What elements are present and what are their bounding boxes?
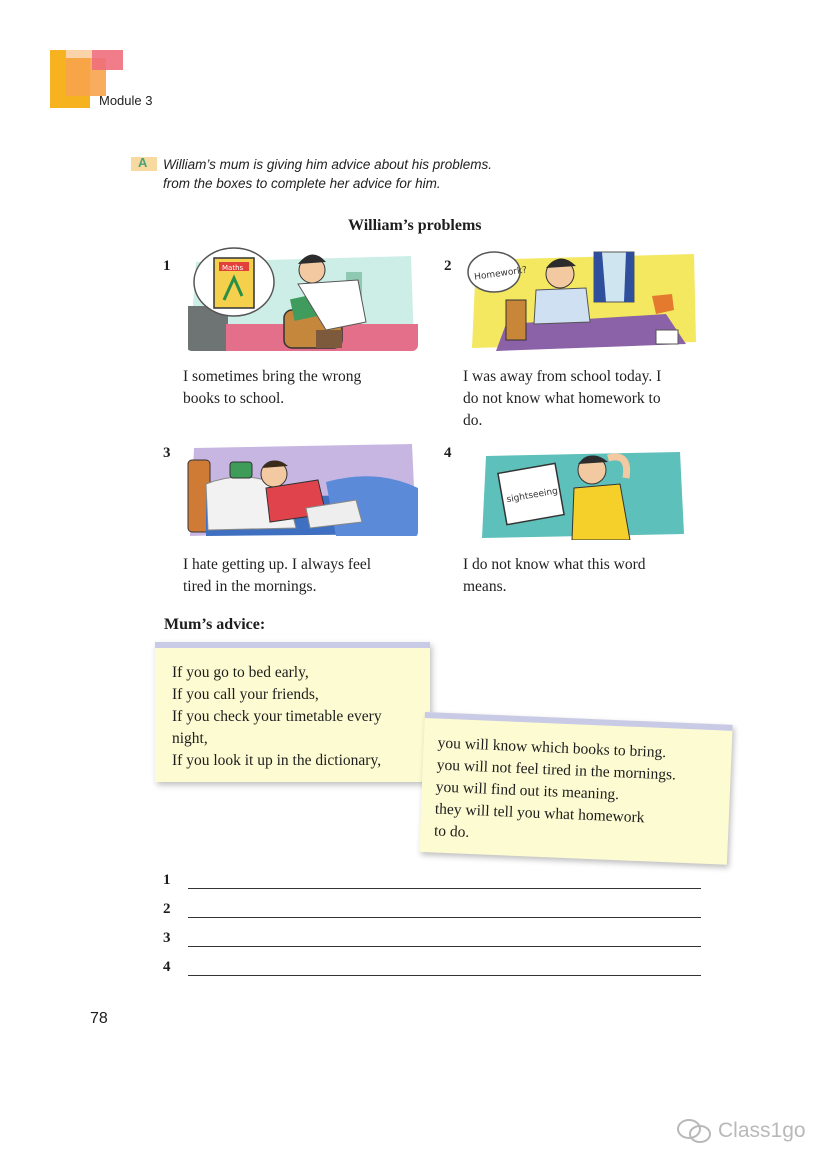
advice-clause: night, xyxy=(172,730,208,747)
result-clause: you will not feel tired in the mornings. xyxy=(436,756,677,784)
problem-caption xyxy=(183,554,428,598)
result-clause: you will find out its meaning. xyxy=(435,778,620,804)
answer-line-3[interactable] xyxy=(188,946,701,947)
caption-line: I hate getting up. I always feel xyxy=(183,556,372,573)
maths-label: Maths xyxy=(222,264,244,272)
result-clause: to do. xyxy=(433,822,470,841)
caption-line: I was away from school today. I xyxy=(463,368,662,385)
caption-line: means. xyxy=(463,578,507,595)
answer-number: 3 xyxy=(163,930,171,946)
advice-title: Mum’s advice: xyxy=(164,616,266,633)
advice-clauses-note xyxy=(155,642,430,782)
illustration-wrong-books xyxy=(186,244,418,351)
result-clause: you will know which books to bring. xyxy=(437,734,667,762)
caption-line: do. xyxy=(463,412,483,429)
problem-caption xyxy=(463,554,718,598)
module-badge-block xyxy=(92,50,123,70)
problems-title: William’s problems xyxy=(348,217,482,234)
advice-clause: If you call your friends, xyxy=(172,686,319,703)
result-clauses-note xyxy=(419,712,733,865)
caption-line: books to school. xyxy=(183,390,285,407)
instruction-line: from the boxes to complete her advice for him. xyxy=(163,176,441,191)
advice-clause: If you look it up in the dictionary, xyxy=(172,752,382,769)
problem-caption xyxy=(183,366,428,410)
watermark-text: Class1go xyxy=(718,1119,806,1142)
module-badge-block xyxy=(66,50,92,58)
caption-line: I sometimes bring the wrong xyxy=(183,368,362,385)
result-clause: they will tell you what homework xyxy=(434,800,645,827)
problem-number: 1 xyxy=(163,258,171,274)
answer-number: 4 xyxy=(163,959,171,975)
problem-number: 2 xyxy=(444,258,452,274)
answer-number: 2 xyxy=(163,901,171,917)
answer-line-4[interactable] xyxy=(188,975,701,976)
illustration-sightseeing xyxy=(480,448,686,540)
chat-icon xyxy=(676,1118,712,1144)
instruction-line: William’s mum is giving him advice about his problems. xyxy=(163,157,492,172)
problem-number: 3 xyxy=(163,445,171,461)
caption-line: tired in the mornings. xyxy=(183,578,317,595)
sightseeing-label: sightseeing xyxy=(505,486,559,506)
problem-number: 4 xyxy=(444,445,452,461)
caption-line: I do not know what this word xyxy=(463,556,646,573)
advice-clause: If you go to bed early, xyxy=(172,664,309,681)
answer-line-1[interactable] xyxy=(188,888,701,889)
exercise-letter: A xyxy=(138,155,148,170)
advice-clause: If you check your timetable every xyxy=(172,708,382,725)
homework-label: Homework? xyxy=(473,265,528,283)
answer-line-2[interactable] xyxy=(188,917,701,918)
problem-caption xyxy=(463,366,718,432)
page-number: 78 xyxy=(90,1010,108,1027)
watermark xyxy=(676,1118,806,1144)
instruction-text xyxy=(163,155,543,193)
answer-number: 1 xyxy=(163,872,171,888)
module-label: Module 3 xyxy=(99,93,153,108)
illustration-homework xyxy=(466,244,698,351)
illustration-tired xyxy=(186,438,418,538)
caption-line: do not know what homework to xyxy=(463,390,661,407)
